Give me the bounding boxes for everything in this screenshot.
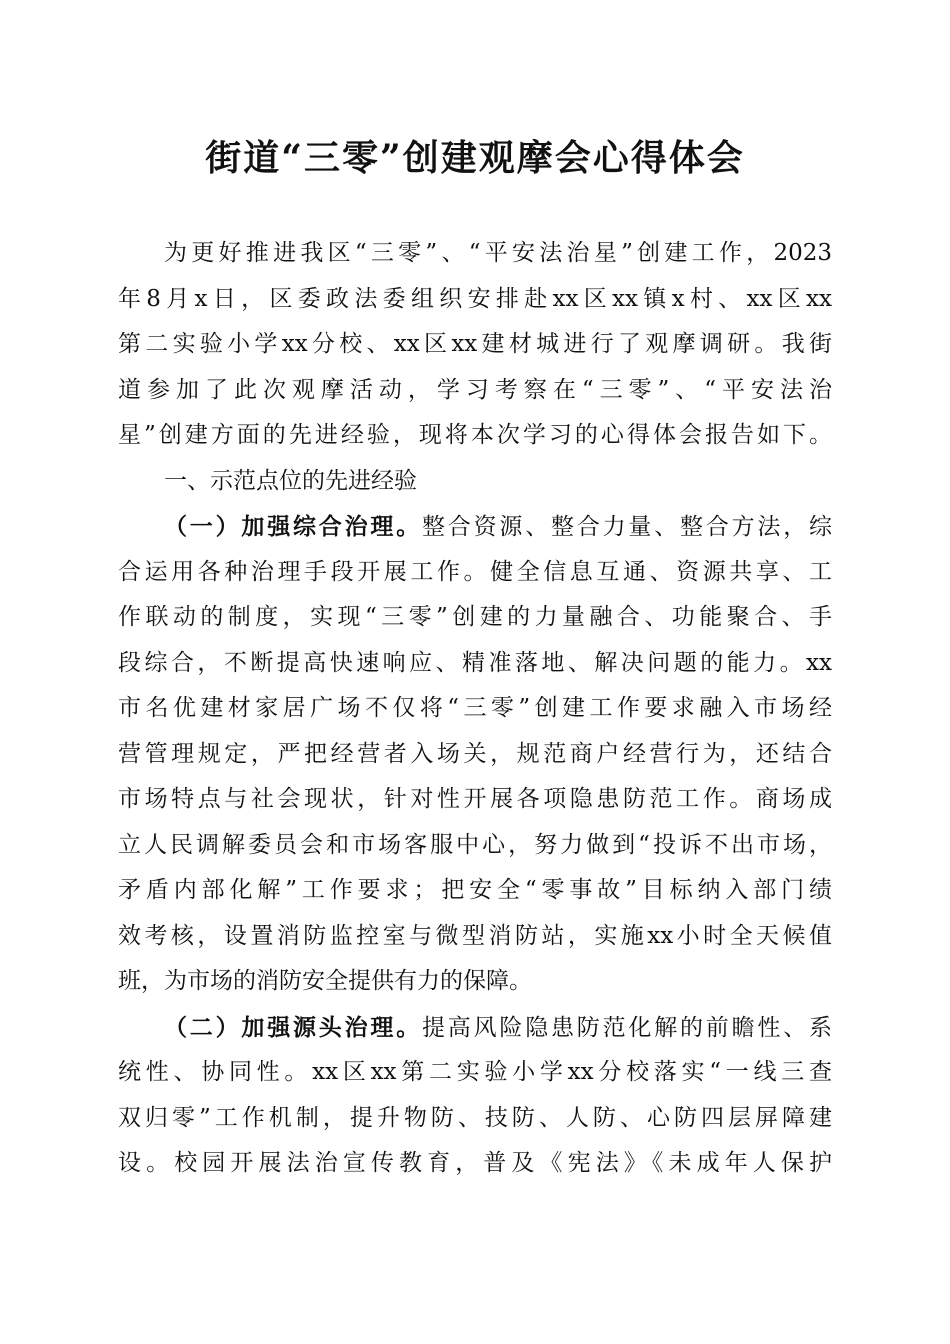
sub2-line-4: 设。校园开展法治宣传教育，普及《宪法》《未成年人保护 (118, 1150, 832, 1176)
sub2-first-line (118, 1005, 832, 1051)
sub1-line-9: 矛盾内部化解”工作要求；把安全“零事故”目标纳入部门绩 (118, 877, 832, 903)
sub1-line-3: 作联动的制度，实现“三零”创建的力量融合、功能聚合、手 (118, 604, 832, 630)
sub1-first-line (118, 504, 832, 550)
document-body (118, 231, 832, 1187)
sub1-line-8: 立人民调解委员会和市场客服中心，努力做到“投诉不出市场， (118, 831, 832, 858)
sub2-line-3: 双归零”工作机制，提升物防、技防、人防、心防四层屏障建 (118, 1104, 832, 1131)
intro-line-1: 为更好推进我区“三零”、“平安法治星”创建工作，2023 (164, 240, 832, 266)
section-heading-1: 一、示范点位的先进经验 (164, 467, 417, 494)
sub1-line-2: 合运用各种治理手段开展工作。健全信息互通、资源共享、工 (118, 558, 832, 585)
sub1-line-4: 段综合，不断提高快速响应、精准落地、解决问题的能力。xx (118, 649, 832, 676)
intro-line-2: 年8月x日，区委政法委组织安排赴xx区xx镇x村、xx区xx (118, 285, 832, 312)
sub1-first-line-text: 整合资源、整合力量、整合方法，综 (422, 514, 833, 540)
sub1-line-11: 班，为市场的消防安全提供有力的保障。 (118, 968, 532, 994)
sub1-line-5: 市名优建材家居广场不仅将“三零”创建工作要求融入市场经 (118, 695, 832, 721)
sub2-first-line-text: 提高风险隐患防范化解的前瞻性、系 (422, 1014, 833, 1041)
sub2-line-2: 统性、协同性。xx区xx第二实验小学xx分校落实“一线三查 (118, 1059, 832, 1085)
sub1-line-10: 效考核，设置消防监控室与微型消防站，实施xx小时全天候值 (118, 922, 832, 949)
sub2-title: （二）加强源头治理。 (164, 1013, 422, 1041)
sub1-title: （一）加强综合治理。 (164, 513, 422, 540)
intro-line-3: 第二实验小学xx分校、xx区xx建材城进行了观摩调研。我街 (118, 331, 832, 357)
intro-line-5: 星”创建方面的先进经验，现将本次学习的心得体会报告如下。 (118, 422, 832, 448)
intro-line-4: 道参加了此次观摩活动，学习考察在“三零”、“平安法治 (118, 376, 832, 403)
sub1-line-6: 营管理规定，严把经营者入场关，规范商户经营行为，还结合 (118, 740, 832, 767)
document-title: 街道“三零”创建观摩会心得体会 (205, 137, 745, 179)
sub1-line-7: 市场特点与社会现状，针对性开展各项隐患防范工作。商场成 (118, 786, 832, 812)
